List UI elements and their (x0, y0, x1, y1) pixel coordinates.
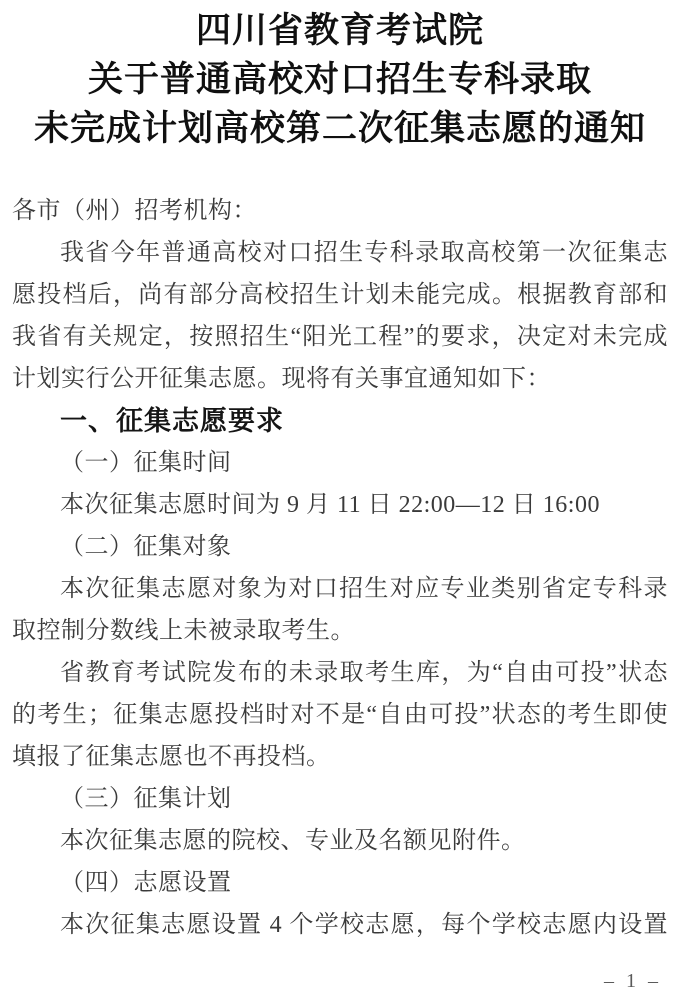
doc-line: 本次征集志愿的院校、专业及名额见附件。 (60, 828, 526, 854)
doc-line: 本次征集志愿对象为对口招生对应专业类别省定专科录 (60, 576, 668, 602)
doc-line: 的考生；征集志愿投档时对不是“自由可投”状态的考生即使 (12, 702, 668, 728)
doc-line: 愿投档后，尚有部分高校招生计划未能完成。根据教育部和 (12, 282, 668, 308)
doc-line-salutation: 各市（州）招考机构： (12, 198, 257, 224)
doc-line-collection-time: 本次征集志愿时间为 9 月 11 日 22:00—12 日 16:00 (60, 492, 600, 518)
doc-title-line-1: 四川省教育考试院 (195, 11, 484, 50)
page-number: – 1 – (604, 970, 658, 992)
doc-body (12, 190, 668, 946)
doc-line: 我省今年普通高校对口招生专科录取高校第一次征集志 (60, 240, 668, 266)
doc-title (12, 6, 668, 153)
doc-line: 取控制分数线上未被录取考生。 (12, 618, 355, 644)
doc-subheading-1-4: （四）志愿设置 (60, 870, 232, 896)
doc-line: 我省有关规定，按照招生“阳光工程”的要求，决定对未完成 (12, 324, 668, 350)
doc-heading-section-1: 一、征集志愿要求 (60, 406, 284, 436)
doc-subheading-1-1: （一）征集时间 (60, 450, 232, 476)
doc-line: 计划实行公开征集志愿。现将有关事宜通知如下： (12, 366, 551, 392)
doc-line: 本次征集志愿设置 4 个学校志愿，每个学校志愿内设置 (60, 912, 668, 938)
doc-subheading-1-3: （三）征集计划 (60, 786, 232, 812)
doc-line: 填报了征集志愿也不再投档。 (12, 744, 331, 770)
doc-title-line-2: 关于普通高校对口招生专科录取 (87, 60, 592, 99)
doc-subheading-1-2: （二）征集对象 (60, 534, 232, 560)
doc-title-line-3: 未完成计划高校第二次征集志愿的通知 (33, 109, 646, 148)
doc-line: 省教育考试院发布的未录取考生库，为“自由可投”状态 (60, 660, 668, 686)
